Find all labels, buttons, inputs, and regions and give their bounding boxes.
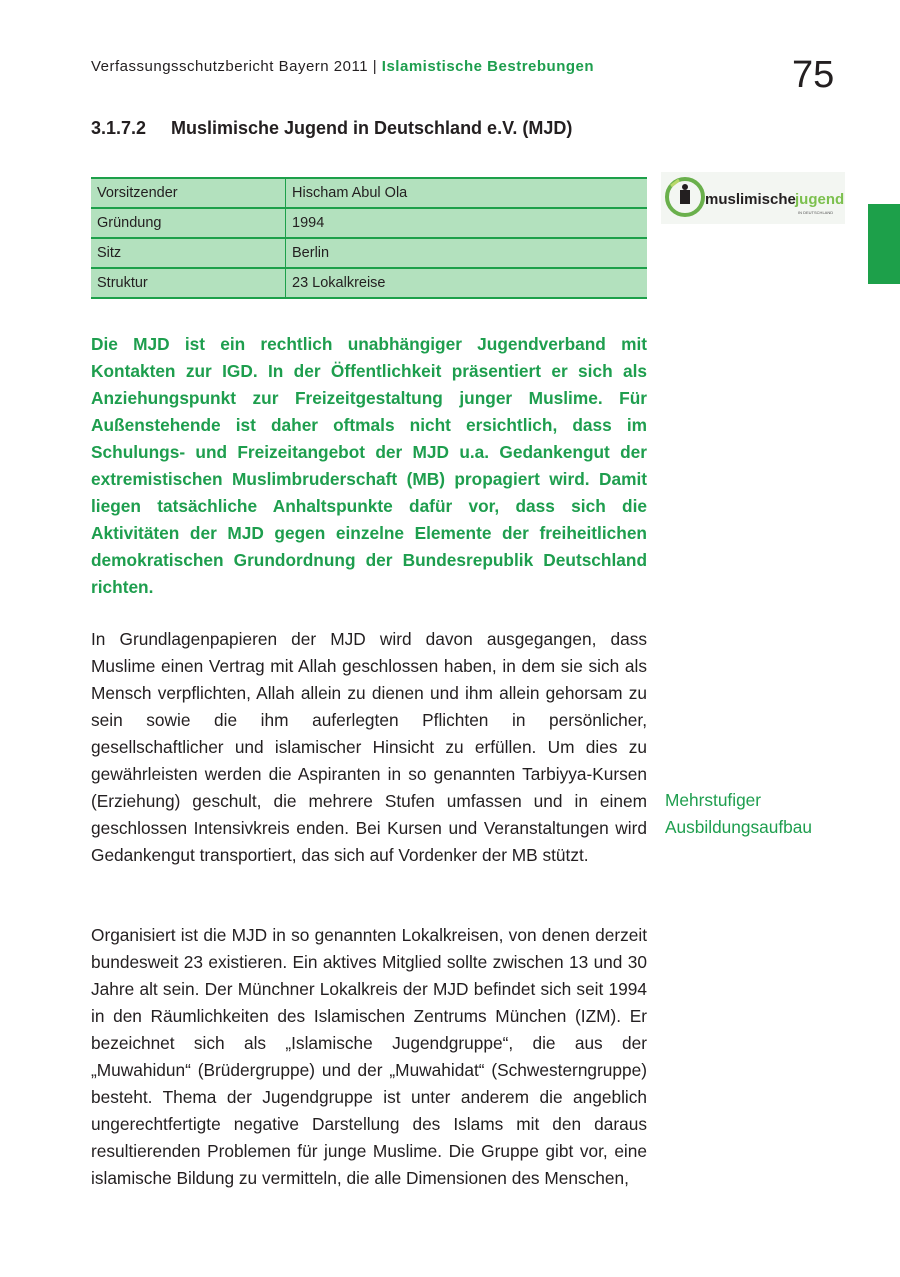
fact-value: 23 Lokalkreise xyxy=(286,268,648,298)
fact-key: Vorsitzender xyxy=(91,178,286,208)
svg-text:muslimische: muslimische xyxy=(705,191,796,208)
header-separator: | xyxy=(372,58,378,75)
section-title: Islamistische Bestrebungen xyxy=(381,58,595,75)
page-number: 75 xyxy=(792,54,835,96)
fact-value: 1994 xyxy=(286,208,648,238)
report-title: Verfassungsschutzbericht Bayern 2011 xyxy=(91,58,369,75)
fact-key: Gründung xyxy=(91,208,286,238)
table-row xyxy=(91,238,647,268)
table-row xyxy=(91,208,647,238)
fact-key: Struktur xyxy=(91,268,286,298)
section-heading-title: Muslimische Jugend in Deutschland e.V. (MJD) xyxy=(171,118,573,138)
chapter-tab-marker xyxy=(868,204,900,284)
svg-text:jugend: jugend xyxy=(795,191,845,208)
section-heading xyxy=(91,118,572,139)
organization-facts-table xyxy=(91,177,647,299)
margin-note-line: Mehrstufiger xyxy=(665,790,762,810)
body-paragraph: In Grundlagenpapieren der MJD wird davon ausgegangen, dass Muslime einen Vertrag mit Allah geschlossen haben, in dem sie sich als Mensch verpflichten, Allah allein zu dienen und ihm allein gehorsam zu sein sowie die ihm auferlegten Pflichten in persönlicher, gesellschaftlicher und islamischer Hinsicht zu erfüllen. Um dies zu gewährleisten werden die Aspiranten in so genannten Tarbiyya-Kursen (Erziehung) geschult, die mehrere Stufen umfassen und in einem geschlossen Intensivkreis enden. Bei Kursen und Veranstaltungen wird Gedankengut transportiert, das sich auf Vordenker der MB stützt. xyxy=(91,629,647,865)
svg-text:IN DEUTSCHLAND: IN DEUTSCHLAND xyxy=(798,210,834,215)
fact-value: Berlin xyxy=(286,238,648,268)
body-paragraph: Organisiert ist die MJD in so genannten Lokalkreisen, von denen derzeit bundesweit 23 existieren. Ein aktives Mitglied sollte zwischen 13 und 30 Jahre alt sein. Der Münchner Lokalkreis der MJD befindet sich seit 1994 in den Räumlichkeiten des Islamischen Zentrums München (IZM). Er bezeichnet sich als „Islamische Jugendgruppe“, die aus der „Muwahidun“ (Brüdergruppe) und der „Muwahidat“ (Schwesterngruppe) besteht. Thema der Jugendgruppe ist unter anderem die angeblich ungerechtfertigte negative Darstellung des Islams mit den daraus resultierenden Problemen für junge Muslime. Die Gruppe gibt vor, eine islamische Bildung zu vermitteln, die alle Dimensionen des Menschen, xyxy=(91,925,647,1188)
table-row xyxy=(91,268,647,298)
section-number: 3.1.7.2 xyxy=(91,118,147,138)
fact-value: Hischam Abul Ola xyxy=(286,178,648,208)
running-header xyxy=(91,58,594,75)
table-row xyxy=(91,178,647,208)
margin-note-line: Ausbildungsaufbau xyxy=(665,817,813,837)
mjd-logo xyxy=(661,172,845,224)
fact-key: Sitz xyxy=(91,238,286,268)
margin-note xyxy=(665,787,865,841)
summary-paragraph: Die MJD ist ein rechtlich unabhängiger Jugendverband mit Kontakten zur IGD. In der Öffentlichkeit präsentiert er sich als Anziehungspunkt zur Freizeitgestaltung junger Muslime. Für Außenstehende ist daher oftmals nicht ersichtlich, dass im Schulungs- und Freizeitangebot der MJD u.a. Gedankengut der extremistischen Muslimbruderschaft (MB) propagiert wird. Damit liegen tatsächliche Anhaltspunkte dafür vor, dass sich die Aktivitäten der MJD gegen einzelne Elemente der freiheitlichen demokratischen Grundordnung der Bundesrepublik Deutschland richten. xyxy=(91,334,647,597)
